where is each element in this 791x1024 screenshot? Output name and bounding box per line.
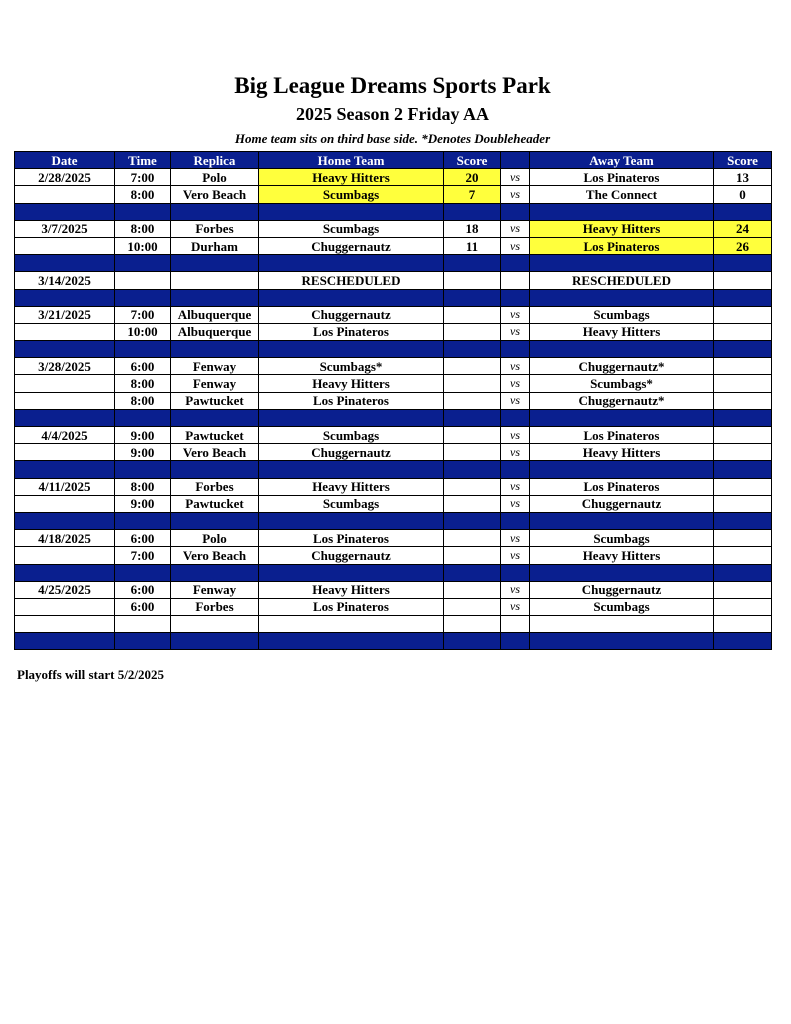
cell-away-team: Los Pinateros xyxy=(530,169,714,186)
cell-away-team: Heavy Hitters xyxy=(530,323,714,340)
empty-cell xyxy=(15,616,115,633)
separator-cell xyxy=(171,564,259,581)
separator-cell xyxy=(171,409,259,426)
cell-away-score xyxy=(714,478,772,495)
cell-time: 9:00 xyxy=(115,444,171,461)
empty-cell xyxy=(714,616,772,633)
separator-cell xyxy=(530,289,714,306)
cell-home-score xyxy=(444,581,501,598)
cell-vs xyxy=(501,272,530,289)
cell-home-team: Heavy Hitters xyxy=(259,478,444,495)
separator-cell xyxy=(714,564,772,581)
cell-vs: vs xyxy=(501,581,530,598)
cell-home-team: Chuggernautz xyxy=(259,444,444,461)
week-separator-row xyxy=(15,341,772,358)
separator-cell xyxy=(115,512,171,529)
cell-away-team: Chuggernautz* xyxy=(530,358,714,375)
cell-home-team: Heavy Hitters xyxy=(259,169,444,186)
separator-cell xyxy=(15,255,115,272)
cell-time: 7:00 xyxy=(115,306,171,323)
cell-date xyxy=(15,375,115,392)
cell-away-score: 13 xyxy=(714,169,772,186)
separator-cell xyxy=(15,461,115,478)
cell-home-score xyxy=(444,427,501,444)
cell-replica: Vero Beach xyxy=(171,444,259,461)
game-row xyxy=(15,220,772,237)
separator-cell xyxy=(714,289,772,306)
cell-away-score xyxy=(714,495,772,512)
cell-time: 6:00 xyxy=(115,581,171,598)
cell-vs: vs xyxy=(501,306,530,323)
empty-row xyxy=(15,616,772,633)
game-row xyxy=(15,306,772,323)
cell-home-score: 20 xyxy=(444,169,501,186)
cell-home-team: Los Pinateros xyxy=(259,323,444,340)
cell-date: 2/28/2025 xyxy=(15,169,115,186)
separator-cell xyxy=(171,512,259,529)
header-away-team: Away Team xyxy=(530,152,714,169)
cell-home-score xyxy=(444,444,501,461)
cell-away-team: Chuggernautz* xyxy=(530,392,714,409)
separator-cell xyxy=(171,289,259,306)
separator-cell xyxy=(115,461,171,478)
cell-vs: vs xyxy=(501,547,530,564)
cell-home-team: Los Pinateros xyxy=(259,598,444,615)
cell-vs: vs xyxy=(501,169,530,186)
separator-cell xyxy=(714,512,772,529)
cell-time: 6:00 xyxy=(115,358,171,375)
empty-cell xyxy=(259,616,444,633)
cell-replica: Forbes xyxy=(171,598,259,615)
cell-time: 10:00 xyxy=(115,323,171,340)
cell-replica: Forbes xyxy=(171,478,259,495)
separator-cell xyxy=(501,289,530,306)
separator-cell xyxy=(15,633,115,650)
header-home-team: Home Team xyxy=(259,152,444,169)
cell-time: 9:00 xyxy=(115,495,171,512)
cell-time: 6:00 xyxy=(115,598,171,615)
cell-home-team: Chuggernautz xyxy=(259,547,444,564)
separator-cell xyxy=(530,255,714,272)
game-row xyxy=(15,598,772,615)
separator-cell xyxy=(444,461,501,478)
cell-home-team: Heavy Hitters xyxy=(259,581,444,598)
separator-cell xyxy=(259,289,444,306)
cell-vs: vs xyxy=(501,220,530,237)
separator-cell xyxy=(501,341,530,358)
separator-cell xyxy=(259,409,444,426)
cell-vs: vs xyxy=(501,495,530,512)
separator-cell xyxy=(115,409,171,426)
separator-cell xyxy=(15,409,115,426)
separator-cell xyxy=(501,564,530,581)
cell-away-score xyxy=(714,444,772,461)
separator-cell xyxy=(530,409,714,426)
schedule-table xyxy=(14,151,772,650)
cell-away-score: 0 xyxy=(714,186,772,203)
cell-away-score: 26 xyxy=(714,237,772,254)
separator-cell xyxy=(444,512,501,529)
playoffs-note: Playoffs will start 5/2/2025 xyxy=(17,667,164,682)
separator-cell xyxy=(259,633,444,650)
separator-cell xyxy=(171,461,259,478)
cell-away-team: Scumbags xyxy=(530,530,714,547)
separator-cell xyxy=(501,255,530,272)
separator-cell xyxy=(115,633,171,650)
cell-away-team: Scumbags xyxy=(530,306,714,323)
game-row xyxy=(15,169,772,186)
game-row xyxy=(15,272,772,289)
separator-cell xyxy=(259,203,444,220)
week-separator-row xyxy=(15,461,772,478)
cell-away-team: Heavy Hitters xyxy=(530,220,714,237)
cell-replica: Vero Beach xyxy=(171,186,259,203)
cell-home-score xyxy=(444,495,501,512)
cell-home-score xyxy=(444,272,501,289)
separator-cell xyxy=(115,341,171,358)
header-away-score: Score xyxy=(714,152,772,169)
cell-away-team: Chuggernautz xyxy=(530,581,714,598)
separator-cell xyxy=(530,633,714,650)
separator-cell xyxy=(444,203,501,220)
cell-replica: Albuquerque xyxy=(171,306,259,323)
schedule-note: Home team sits on third base side. *Denotes Doubleheader xyxy=(234,131,551,146)
cell-home-team: Los Pinateros xyxy=(259,530,444,547)
separator-cell xyxy=(259,512,444,529)
cell-home-score: 7 xyxy=(444,186,501,203)
cell-vs: vs xyxy=(501,186,530,203)
cell-time: 10:00 xyxy=(115,237,171,254)
game-row xyxy=(15,581,772,598)
week-separator-row xyxy=(15,564,772,581)
cell-home-score xyxy=(444,358,501,375)
separator-cell xyxy=(15,341,115,358)
cell-date xyxy=(15,237,115,254)
schedule-body xyxy=(15,169,772,650)
game-row xyxy=(15,237,772,254)
cell-home-score xyxy=(444,375,501,392)
cell-replica: Pawtucket xyxy=(171,392,259,409)
game-row xyxy=(15,392,772,409)
cell-time: 7:00 xyxy=(115,169,171,186)
cell-home-score xyxy=(444,530,501,547)
cell-vs: vs xyxy=(501,427,530,444)
cell-home-score: 18 xyxy=(444,220,501,237)
separator-cell xyxy=(501,633,530,650)
game-row xyxy=(15,358,772,375)
separator-cell xyxy=(15,564,115,581)
separator-cell xyxy=(501,409,530,426)
cell-replica: Durham xyxy=(171,237,259,254)
header-date: Date xyxy=(15,152,115,169)
separator-cell xyxy=(501,512,530,529)
week-separator-row xyxy=(15,203,772,220)
separator-cell xyxy=(115,255,171,272)
empty-cell xyxy=(171,616,259,633)
cell-replica: Fenway xyxy=(171,358,259,375)
cell-time: 6:00 xyxy=(115,530,171,547)
cell-away-score: 24 xyxy=(714,220,772,237)
cell-home-score: 11 xyxy=(444,237,501,254)
cell-vs: vs xyxy=(501,392,530,409)
cell-replica: Pawtucket xyxy=(171,427,259,444)
cell-replica: Fenway xyxy=(171,581,259,598)
cell-replica: Albuquerque xyxy=(171,323,259,340)
cell-home-team: Scumbags xyxy=(259,427,444,444)
separator-cell xyxy=(714,255,772,272)
separator-cell xyxy=(444,341,501,358)
cell-away-score xyxy=(714,392,772,409)
cell-date xyxy=(15,495,115,512)
cell-home-team: Scumbags* xyxy=(259,358,444,375)
cell-away-score xyxy=(714,427,772,444)
game-row xyxy=(15,530,772,547)
cell-date: 4/18/2025 xyxy=(15,530,115,547)
cell-date: 3/21/2025 xyxy=(15,306,115,323)
empty-cell xyxy=(115,616,171,633)
cell-away-team: Scumbags xyxy=(530,598,714,615)
cell-date: 3/28/2025 xyxy=(15,358,115,375)
game-row xyxy=(15,495,772,512)
cell-date: 4/11/2025 xyxy=(15,478,115,495)
cell-vs: vs xyxy=(501,444,530,461)
separator-cell xyxy=(115,289,171,306)
cell-away-team: Los Pinateros xyxy=(530,478,714,495)
separator-cell xyxy=(15,512,115,529)
separator-cell xyxy=(714,461,772,478)
game-row xyxy=(15,186,772,203)
separator-cell xyxy=(115,203,171,220)
cell-away-team: The Connect xyxy=(530,186,714,203)
cell-away-score xyxy=(714,358,772,375)
separator-cell xyxy=(714,633,772,650)
cell-away-score xyxy=(714,272,772,289)
week-separator-row xyxy=(15,289,772,306)
cell-replica xyxy=(171,272,259,289)
cell-vs: vs xyxy=(501,323,530,340)
game-row xyxy=(15,444,772,461)
cell-home-score xyxy=(444,323,501,340)
separator-cell xyxy=(501,461,530,478)
cell-replica: Fenway xyxy=(171,375,259,392)
separator-cell xyxy=(530,512,714,529)
cell-away-team: RESCHEDULED xyxy=(530,272,714,289)
cell-home-team: Scumbags xyxy=(259,495,444,512)
cell-vs: vs xyxy=(501,598,530,615)
separator-cell xyxy=(714,341,772,358)
separator-cell xyxy=(444,409,501,426)
cell-away-score xyxy=(714,581,772,598)
week-separator-row xyxy=(15,409,772,426)
game-row xyxy=(15,478,772,495)
cell-date xyxy=(15,444,115,461)
cell-vs: vs xyxy=(501,237,530,254)
header-vs xyxy=(501,152,530,169)
cell-away-team: Heavy Hitters xyxy=(530,547,714,564)
separator-cell xyxy=(530,341,714,358)
separator-cell xyxy=(171,341,259,358)
separator-cell xyxy=(15,203,115,220)
cell-home-team: Chuggernautz xyxy=(259,306,444,323)
cell-replica: Pawtucket xyxy=(171,495,259,512)
separator-cell xyxy=(501,203,530,220)
separator-cell xyxy=(530,203,714,220)
week-separator-row xyxy=(15,633,772,650)
cell-date xyxy=(15,323,115,340)
cell-time: 9:00 xyxy=(115,427,171,444)
game-row xyxy=(15,375,772,392)
cell-home-score xyxy=(444,598,501,615)
cell-home-team: Chuggernautz xyxy=(259,237,444,254)
separator-cell xyxy=(714,409,772,426)
cell-away-score xyxy=(714,375,772,392)
empty-cell xyxy=(501,616,530,633)
separator-cell xyxy=(444,564,501,581)
separator-cell xyxy=(444,289,501,306)
cell-replica: Polo xyxy=(171,169,259,186)
separator-cell xyxy=(171,255,259,272)
cell-home-team: RESCHEDULED xyxy=(259,272,444,289)
empty-cell xyxy=(444,616,501,633)
cell-replica: Forbes xyxy=(171,220,259,237)
cell-home-team: Heavy Hitters xyxy=(259,375,444,392)
cell-vs: vs xyxy=(501,530,530,547)
cell-time: 7:00 xyxy=(115,547,171,564)
page-title: Big League Dreams Sports Park xyxy=(234,73,551,98)
week-separator-row xyxy=(15,512,772,529)
cell-home-score xyxy=(444,478,501,495)
cell-date: 4/4/2025 xyxy=(15,427,115,444)
header-replica: Replica xyxy=(171,152,259,169)
cell-away-team: Heavy Hitters xyxy=(530,444,714,461)
cell-away-score xyxy=(714,306,772,323)
week-separator-row xyxy=(15,255,772,272)
cell-home-team: Scumbags xyxy=(259,220,444,237)
cell-home-score xyxy=(444,306,501,323)
game-row xyxy=(15,323,772,340)
cell-away-team: Los Pinateros xyxy=(530,427,714,444)
cell-away-team: Chuggernautz xyxy=(530,495,714,512)
cell-time: 8:00 xyxy=(115,392,171,409)
cell-home-team: Scumbags xyxy=(259,186,444,203)
cell-away-score xyxy=(714,598,772,615)
cell-home-team: Los Pinateros xyxy=(259,392,444,409)
cell-replica: Vero Beach xyxy=(171,547,259,564)
header-time: Time xyxy=(115,152,171,169)
page-subtitle: 2025 Season 2 Friday AA xyxy=(295,104,490,124)
cell-vs: vs xyxy=(501,358,530,375)
cell-date xyxy=(15,598,115,615)
cell-home-score xyxy=(444,392,501,409)
cell-date xyxy=(15,186,115,203)
separator-cell xyxy=(259,461,444,478)
cell-date: 4/25/2025 xyxy=(15,581,115,598)
game-row xyxy=(15,547,772,564)
cell-date xyxy=(15,547,115,564)
cell-home-score xyxy=(444,547,501,564)
cell-vs: vs xyxy=(501,478,530,495)
cell-time: 8:00 xyxy=(115,220,171,237)
cell-date: 3/7/2025 xyxy=(15,220,115,237)
cell-date: 3/14/2025 xyxy=(15,272,115,289)
separator-cell xyxy=(714,203,772,220)
cell-away-team: Los Pinateros xyxy=(530,237,714,254)
separator-cell xyxy=(259,255,444,272)
separator-cell xyxy=(530,461,714,478)
separator-cell xyxy=(530,564,714,581)
header-home-score: Score xyxy=(444,152,501,169)
cell-away-score xyxy=(714,530,772,547)
cell-away-score xyxy=(714,323,772,340)
separator-cell xyxy=(115,564,171,581)
empty-cell xyxy=(530,616,714,633)
separator-cell xyxy=(171,633,259,650)
cell-away-score xyxy=(714,547,772,564)
cell-replica: Polo xyxy=(171,530,259,547)
separator-cell xyxy=(444,633,501,650)
cell-time xyxy=(115,272,171,289)
cell-vs: vs xyxy=(501,375,530,392)
separator-cell xyxy=(15,289,115,306)
cell-time: 8:00 xyxy=(115,375,171,392)
separator-cell xyxy=(444,255,501,272)
cell-date xyxy=(15,392,115,409)
cell-time: 8:00 xyxy=(115,186,171,203)
header-row xyxy=(15,152,772,169)
cell-time: 8:00 xyxy=(115,478,171,495)
separator-cell xyxy=(259,564,444,581)
separator-cell xyxy=(259,341,444,358)
separator-cell xyxy=(171,203,259,220)
cell-away-team: Scumbags* xyxy=(530,375,714,392)
game-row xyxy=(15,427,772,444)
